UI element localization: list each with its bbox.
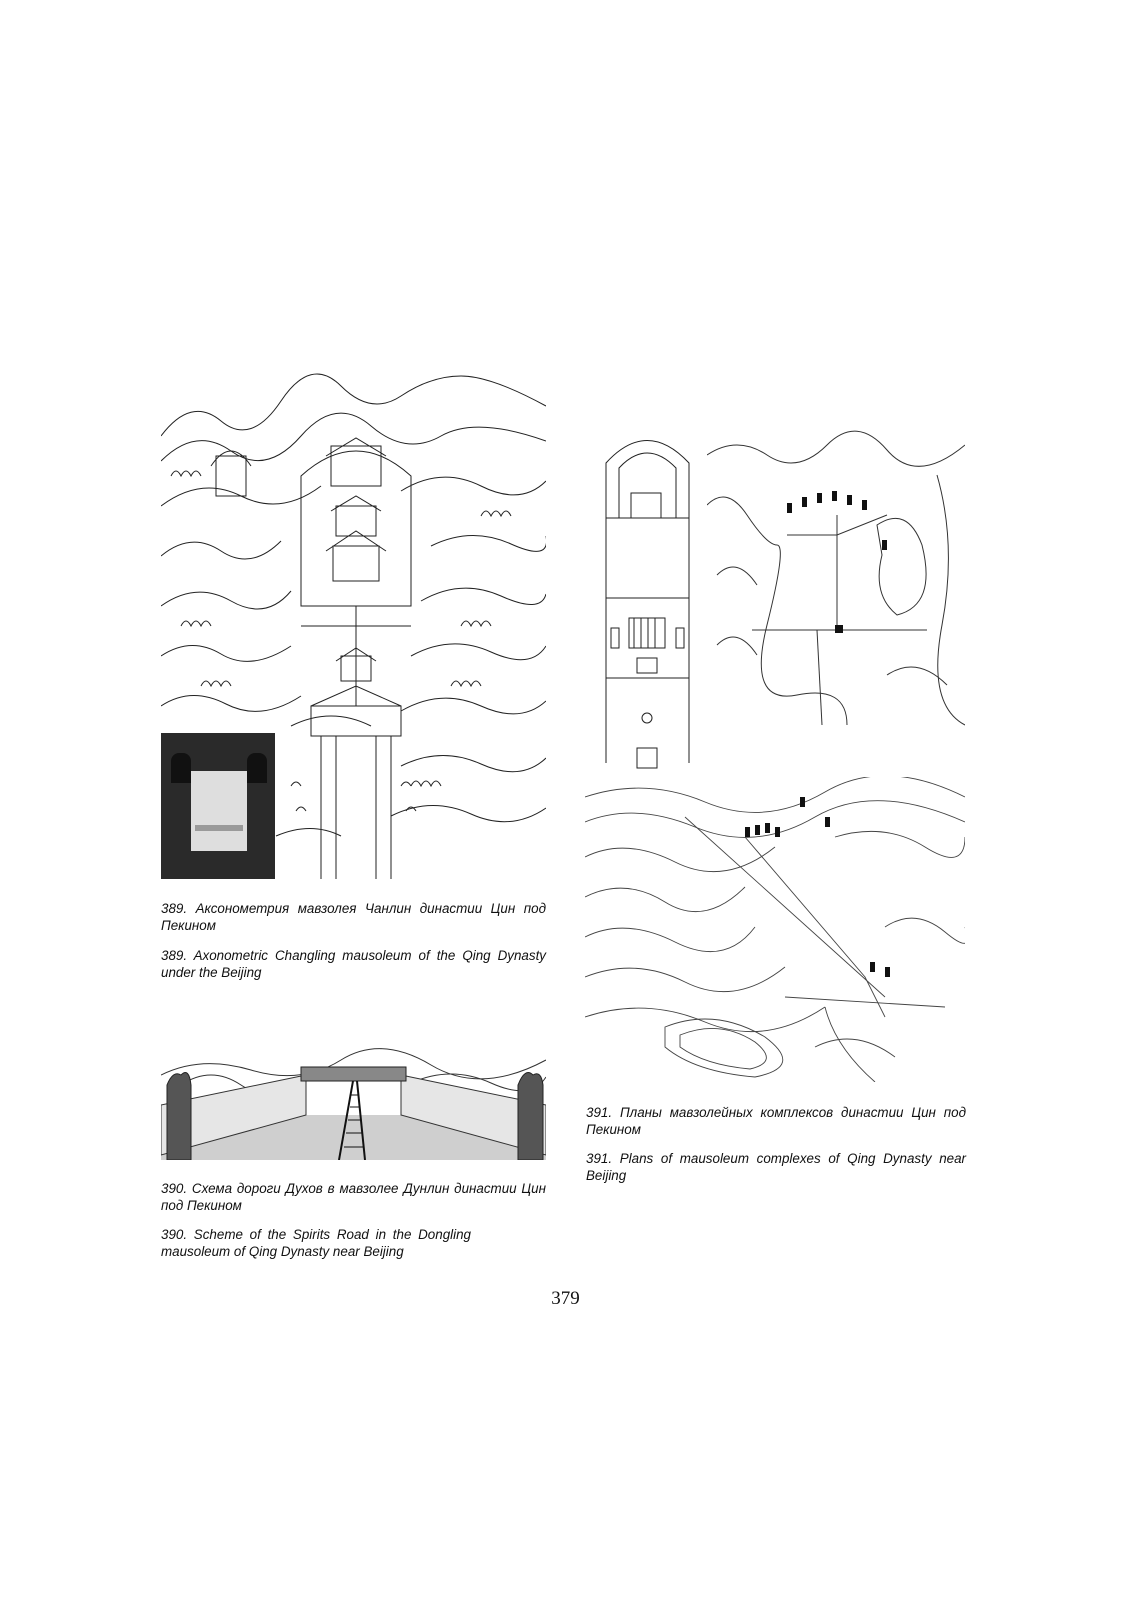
figure-391-plan-layout [601, 423, 694, 773]
caption-389-en: 389. Axonometric Changling mausoleum of the Qing Dynasty under the Beijing [161, 948, 546, 980]
inset-photo [161, 733, 275, 879]
plan-layout-drawing [601, 423, 694, 773]
figure-390-spirits-road [161, 1045, 546, 1160]
caption-390-ru: 390. Схема дороги Духов в мавзолее Дунлин династии Цин под Пекином [161, 1181, 546, 1213]
page-number: 379 [551, 1288, 580, 1309]
contour-map-drawing [585, 777, 965, 1082]
caption-389-ru: 389. Аксонометрия мавзолея Чанлин династии Цин под Пекином [161, 901, 546, 933]
figure-389-axonometric-drawing [161, 366, 546, 879]
caption-391-en: 391. Plans of mausoleum complexes of Qing Dynasty near Beijing [586, 1151, 966, 1183]
figure-391-contour-map [585, 777, 965, 1082]
figure-391-site-map [707, 425, 965, 740]
caption-390-en: 390. Scheme of the Spirits Road in the Dongling mausoleum of Qing Dynasty near Beijing [161, 1227, 471, 1259]
site-map-drawing [707, 425, 965, 740]
spirits-road-illustration [161, 1045, 546, 1160]
caption-391-ru: 391. Планы мавзолейных комплексов династии Цин под Пекином [586, 1105, 966, 1137]
